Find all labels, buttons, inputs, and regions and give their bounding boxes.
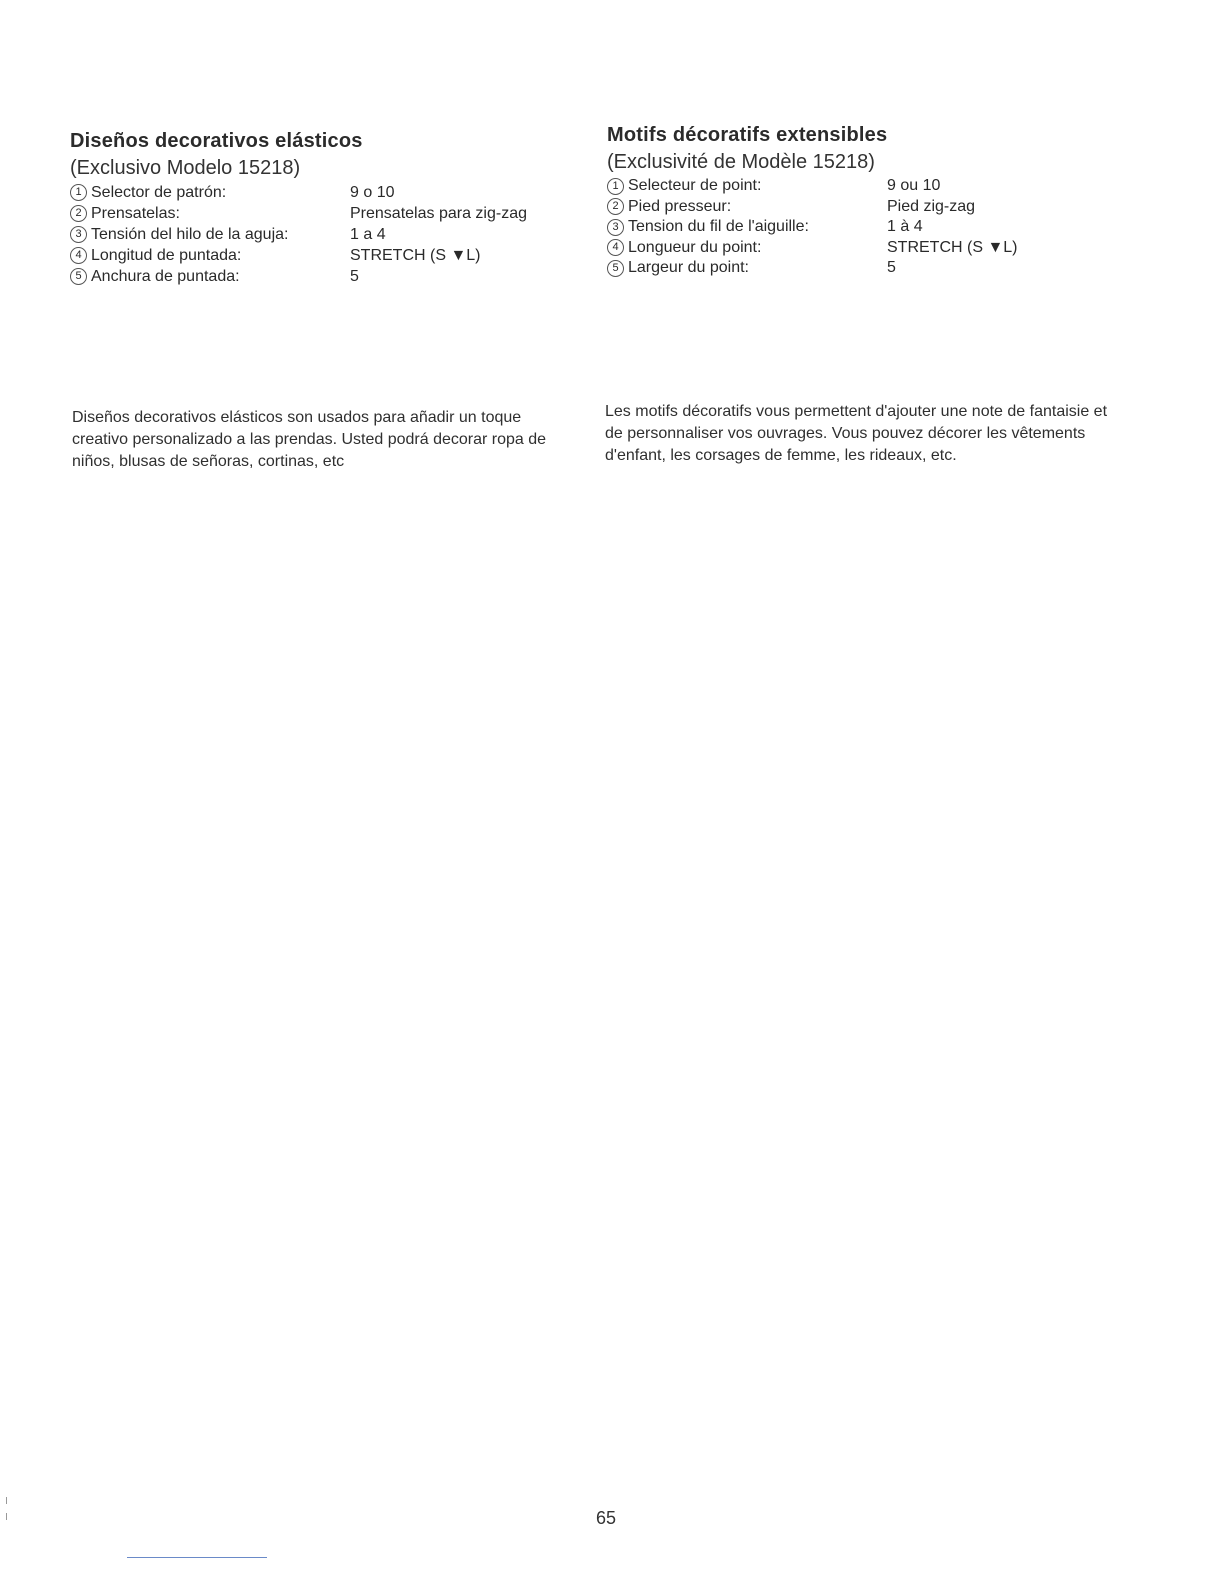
margin-tick <box>6 1513 7 1520</box>
setting-value: STRETCH (S ▼L) <box>350 247 481 264</box>
french-setting-row <box>607 258 1127 279</box>
setting-value: 5 <box>887 259 896 276</box>
circled-number-icon: 4 <box>607 239 624 256</box>
setting-value: 9 o 10 <box>350 184 395 201</box>
french-setting-row <box>607 238 1127 259</box>
french-subtitle: (Exclusivité de Modèle 15218) <box>607 151 875 173</box>
spanish-title: Diseños decorativos elásticos <box>70 130 363 152</box>
setting-value: Pied zig-zag <box>887 197 976 215</box>
setting-label: Longueur du point: <box>628 238 762 256</box>
circled-number-icon: 2 <box>70 205 87 222</box>
french-setting-row <box>607 217 1127 238</box>
spanish-section <box>70 130 590 287</box>
margin-tick <box>6 1497 7 1504</box>
spanish-setting-row <box>70 224 590 245</box>
spanish-subtitle: (Exclusivo Modelo 15218) <box>70 157 301 179</box>
french-description: Les motifs décoratifs vous permettent d'ajouter une note de fantaisie et de personnaliser vos ouvrages. Vous pouvez décorer les vêtements d'enfant, les corsages de femme, les rideaux, etc. <box>605 403 1108 464</box>
setting-value: 1 à 4 <box>887 218 923 235</box>
setting-label: Anchura de puntada: <box>91 268 240 285</box>
setting-label: Selecteur de point: <box>628 177 762 194</box>
circled-number-icon: 3 <box>607 219 624 236</box>
circled-number-icon: 5 <box>70 268 87 285</box>
setting-label: Largeur du point: <box>628 259 749 276</box>
setting-label: Pied presseur: <box>628 197 732 215</box>
setting-value: 1 a 4 <box>350 226 386 243</box>
footer-rule <box>127 1557 267 1558</box>
spanish-setting-row <box>70 245 590 266</box>
setting-value: STRETCH (S ▼L) <box>887 238 1018 256</box>
circled-number-icon: 1 <box>70 184 87 201</box>
circled-number-icon: 3 <box>70 226 87 243</box>
spanish-settings-list <box>70 182 590 287</box>
french-title: Motifs décoratifs extensibles <box>607 124 888 146</box>
setting-label: Tensión del hilo de la aguja: <box>91 226 289 243</box>
spanish-setting-row <box>70 182 590 203</box>
circled-number-icon: 5 <box>607 260 624 277</box>
circled-number-icon: 1 <box>607 178 624 195</box>
circled-number-icon: 4 <box>70 247 87 264</box>
setting-label: Tension du fil de l'aiguille: <box>628 218 809 235</box>
french-settings-list <box>607 176 1127 279</box>
setting-value: 9 ou 10 <box>887 177 941 194</box>
setting-value: 5 <box>350 268 359 285</box>
circled-number-icon: 2 <box>607 198 624 215</box>
spanish-setting-row <box>70 266 590 287</box>
spanish-description: Diseños decorativos elásticos son usados para añadir un toque creativo personalizado a las prendas. Usted podrá decorar ropa de niños, blusas de señoras, cortinas, etc <box>72 409 547 470</box>
french-setting-row <box>607 197 1127 218</box>
french-section <box>607 124 1127 279</box>
setting-label: Selector de patrón: <box>91 184 227 201</box>
page-number: 65 <box>596 1508 617 1528</box>
french-setting-row <box>607 176 1127 197</box>
setting-label: Prensatelas: <box>91 205 180 222</box>
spanish-setting-row <box>70 203 590 224</box>
setting-value: Prensatelas para zig-zag <box>350 205 527 222</box>
setting-label: Longitud de puntada: <box>91 247 242 264</box>
